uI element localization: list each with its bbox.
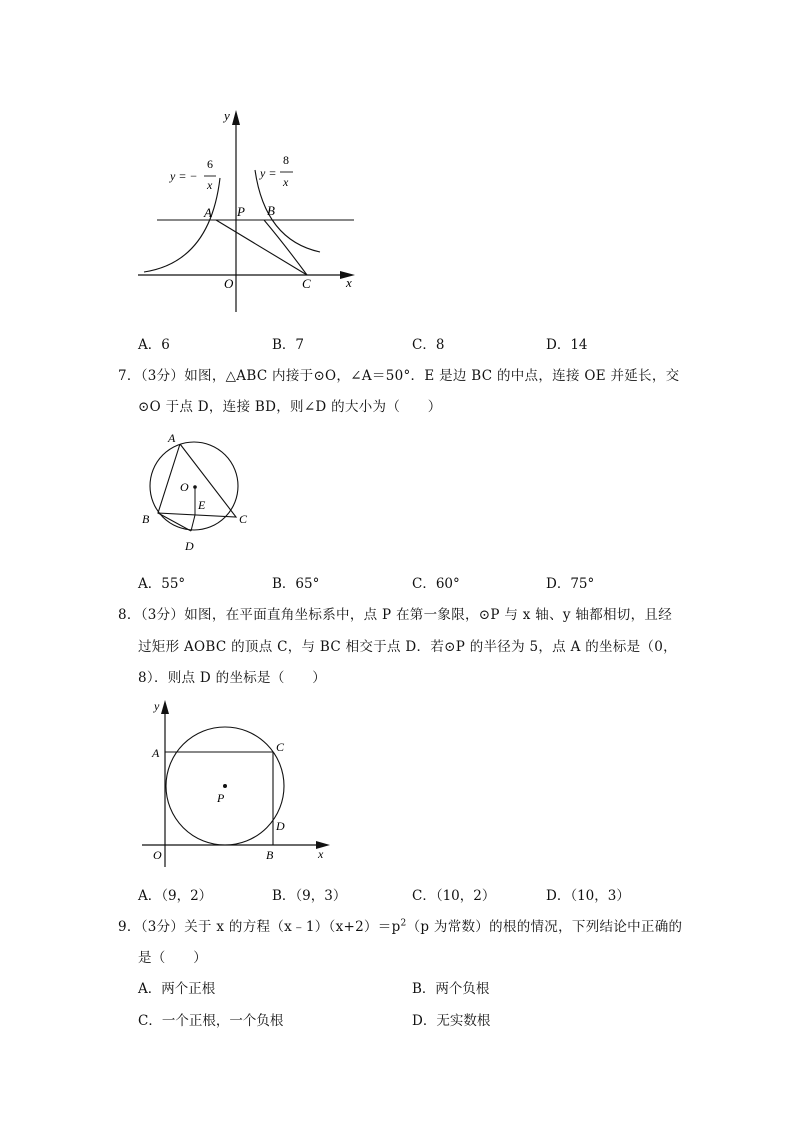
q9-question-line2: 是（ ）: [138, 950, 207, 966]
q7-figure: [135, 425, 265, 555]
q8-option-b: B．（9，3）: [272, 888, 347, 904]
q8-question-line1: 8．（3分）如图，在平面直角坐标系中，点 P 在第一象限，⊙P 与 x 轴、y 轴都相切，且经: [118, 607, 672, 623]
q9-option-c: C．一个正根，一个负根: [138, 1013, 284, 1029]
q8-option-a: A．（9，2）: [138, 888, 213, 904]
q8-label-p: P: [217, 791, 225, 805]
q6-point-b-label: B: [267, 203, 275, 218]
q7-question-line1: 7．（3分）如图，△ABC 内接于⊙O，∠A＝50°．E 是边 BC 的中点，连接 OE 并延长，交: [118, 368, 680, 384]
q7-label-c: C: [239, 512, 248, 526]
q6-option-a: A．6: [138, 337, 170, 353]
q8-figure: [140, 695, 340, 870]
q6-point-c-label: C: [302, 276, 311, 291]
q8-label-d: D: [276, 819, 285, 833]
q6-eq-right-lhs: y =: [260, 166, 277, 180]
q9-line1-post: （p 为常数）的根的情况，下列结论中正确的: [406, 919, 683, 935]
q6-point-a-label: A: [204, 205, 212, 220]
q7-option-c: C．60°: [412, 576, 460, 592]
q6-figure: [130, 100, 370, 320]
q8-label-y: y: [154, 699, 160, 713]
q7-label-a: A: [168, 431, 176, 445]
q7-label-d: D: [185, 539, 194, 553]
q6-option-b: B．7: [272, 337, 305, 353]
q8-label-b: B: [266, 848, 274, 862]
q6-y-axis-label: y: [224, 108, 230, 123]
q6-eq-left-den: x: [207, 178, 213, 192]
q9-option-a: A．两个正根: [138, 981, 216, 997]
q7-question-line2: ⊙O 于点 D，连接 BD，则∠D 的大小为（ ）: [138, 399, 442, 415]
q9-line1-pre: 9．（3分）关于 x 的方程（x﹣1）（x+2）＝p: [118, 919, 401, 935]
q8-question-line2: 过矩形 AOBC 的顶点 C，与 BC 相交于点 D．若⊙P 的半径为 5，点 A 的坐标是（0，: [138, 639, 677, 655]
q6-option-d: D．14: [546, 337, 588, 353]
q9-option-d: D．无实数根: [412, 1013, 491, 1029]
q9-option-b: B．两个负根: [412, 981, 490, 997]
q6-option-c: C．8: [412, 337, 445, 353]
q8-option-d: D．（10，3）: [546, 888, 630, 904]
q6-eq-left-lhs: y = −: [170, 169, 198, 183]
q9-question-line1: [118, 915, 682, 935]
q9-line1-sup: 2: [400, 918, 407, 929]
q7-label-o: O: [180, 480, 189, 494]
q6-eq-right-num: 8: [283, 153, 289, 167]
q7-option-d: D．75°: [546, 576, 595, 592]
q8-label-o: O: [153, 848, 162, 862]
q6-point-p-label: P: [237, 204, 245, 219]
q8-label-c: C: [276, 740, 285, 754]
q6-origin-label: O: [224, 276, 234, 291]
q7-label-e: E: [198, 498, 206, 512]
q8-label-a: A: [152, 746, 160, 760]
q7-option-b: B．65°: [272, 576, 320, 592]
q6-eq-left-num: 6: [207, 157, 213, 171]
q8-option-c: C．（10，2）: [412, 888, 496, 904]
q8-question-line3: 8）．则点 D 的坐标是（ ）: [138, 670, 327, 686]
q6-eq-right-den: x: [283, 175, 289, 189]
q7-option-a: A．55°: [138, 576, 186, 592]
q6-x-axis-label: x: [346, 275, 352, 290]
q7-label-b: B: [142, 512, 150, 526]
q8-label-x: x: [318, 847, 324, 861]
